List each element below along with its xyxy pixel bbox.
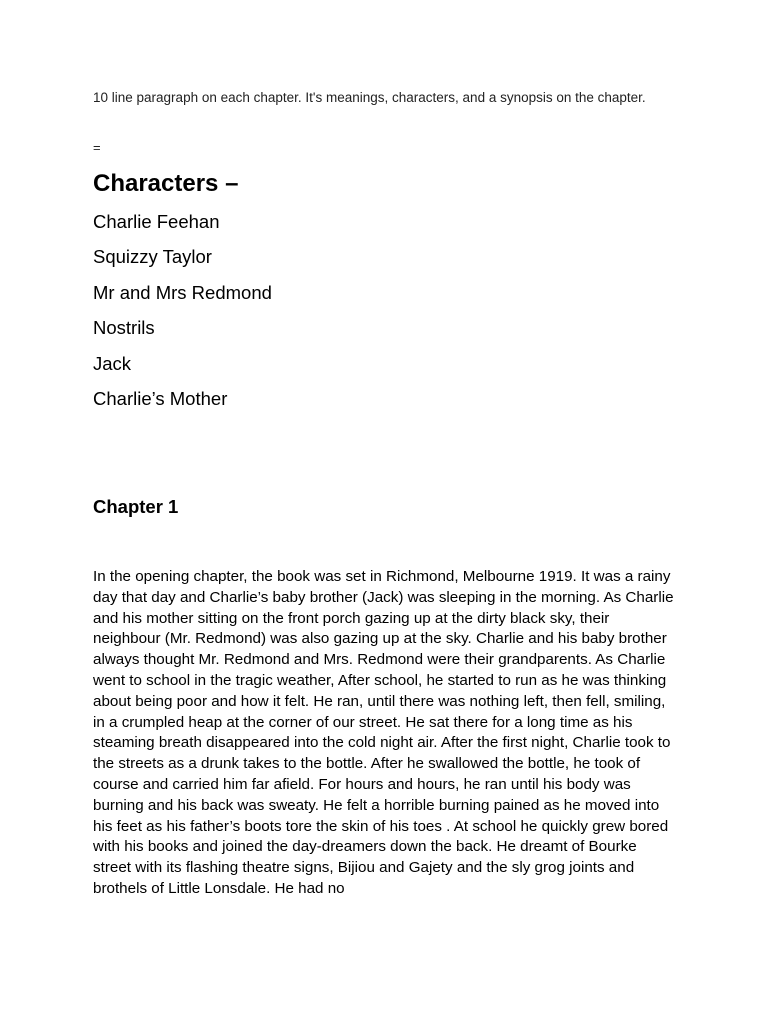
character-item: Nostrils <box>93 317 155 339</box>
chapter-title: Chapter 1 <box>93 496 179 517</box>
equals-line: = <box>93 140 101 155</box>
intro-paragraph: 10 line paragraph on each chapter. It's meanings, characters, and a synopsis on the chapter. <box>93 90 646 105</box>
character-item: Charlie’s Mother <box>93 387 228 409</box>
character-item: Charlie Feehan <box>93 211 220 232</box>
character-item: Jack <box>93 352 132 374</box>
chapter-body-paragraph: In the opening chapter, the book was set in Richmond, Melbourne 1919. It was a rainy day that day and Charlie’s baby brother (Jack) was sleeping in the morning. As Charlie and his mother sitting on the front porch gazing up at the dirty black sky, their neighbour (Mr. Redmond) was also gazing up at the sky. Charlie and his baby brother always thought Mr. Redmond and Mrs. Redmond were their grandparents. As Charlie went to school in the tragic weather, After school, he started to run as he was thinking about being poor and how it felt. He ran, until there was nothing left, then fell, smiling, in a crumpled heap at the corner of our street. He sat there for a long time as his steaming breath disappeared into the cold night air. After the first night, Charlie took to the streets as a drunk takes to the bottle. After he swallowed the bottle, he took of course and carried him far afield. For hours and hours, he ran until his body was burning and his back was sweaty. He felt a horrible burning pained as he moved into his feet as his father’s boots tore the skin of his toes . At school he quickly grew bored with his books and joined the day-dreamers down the back. He dreamt of Bourke street with its flashing theatre signs, Bijiou and Gajety and the sly grog joints and brothels of Little Lonsdale. He had no <box>93 568 674 897</box>
character-item: Mr and Mrs Redmond <box>93 281 272 303</box>
character-item: Squizzy Taylor <box>93 246 212 268</box>
character-list <box>93 210 272 422</box>
characters-heading: Characters – <box>93 170 239 197</box>
